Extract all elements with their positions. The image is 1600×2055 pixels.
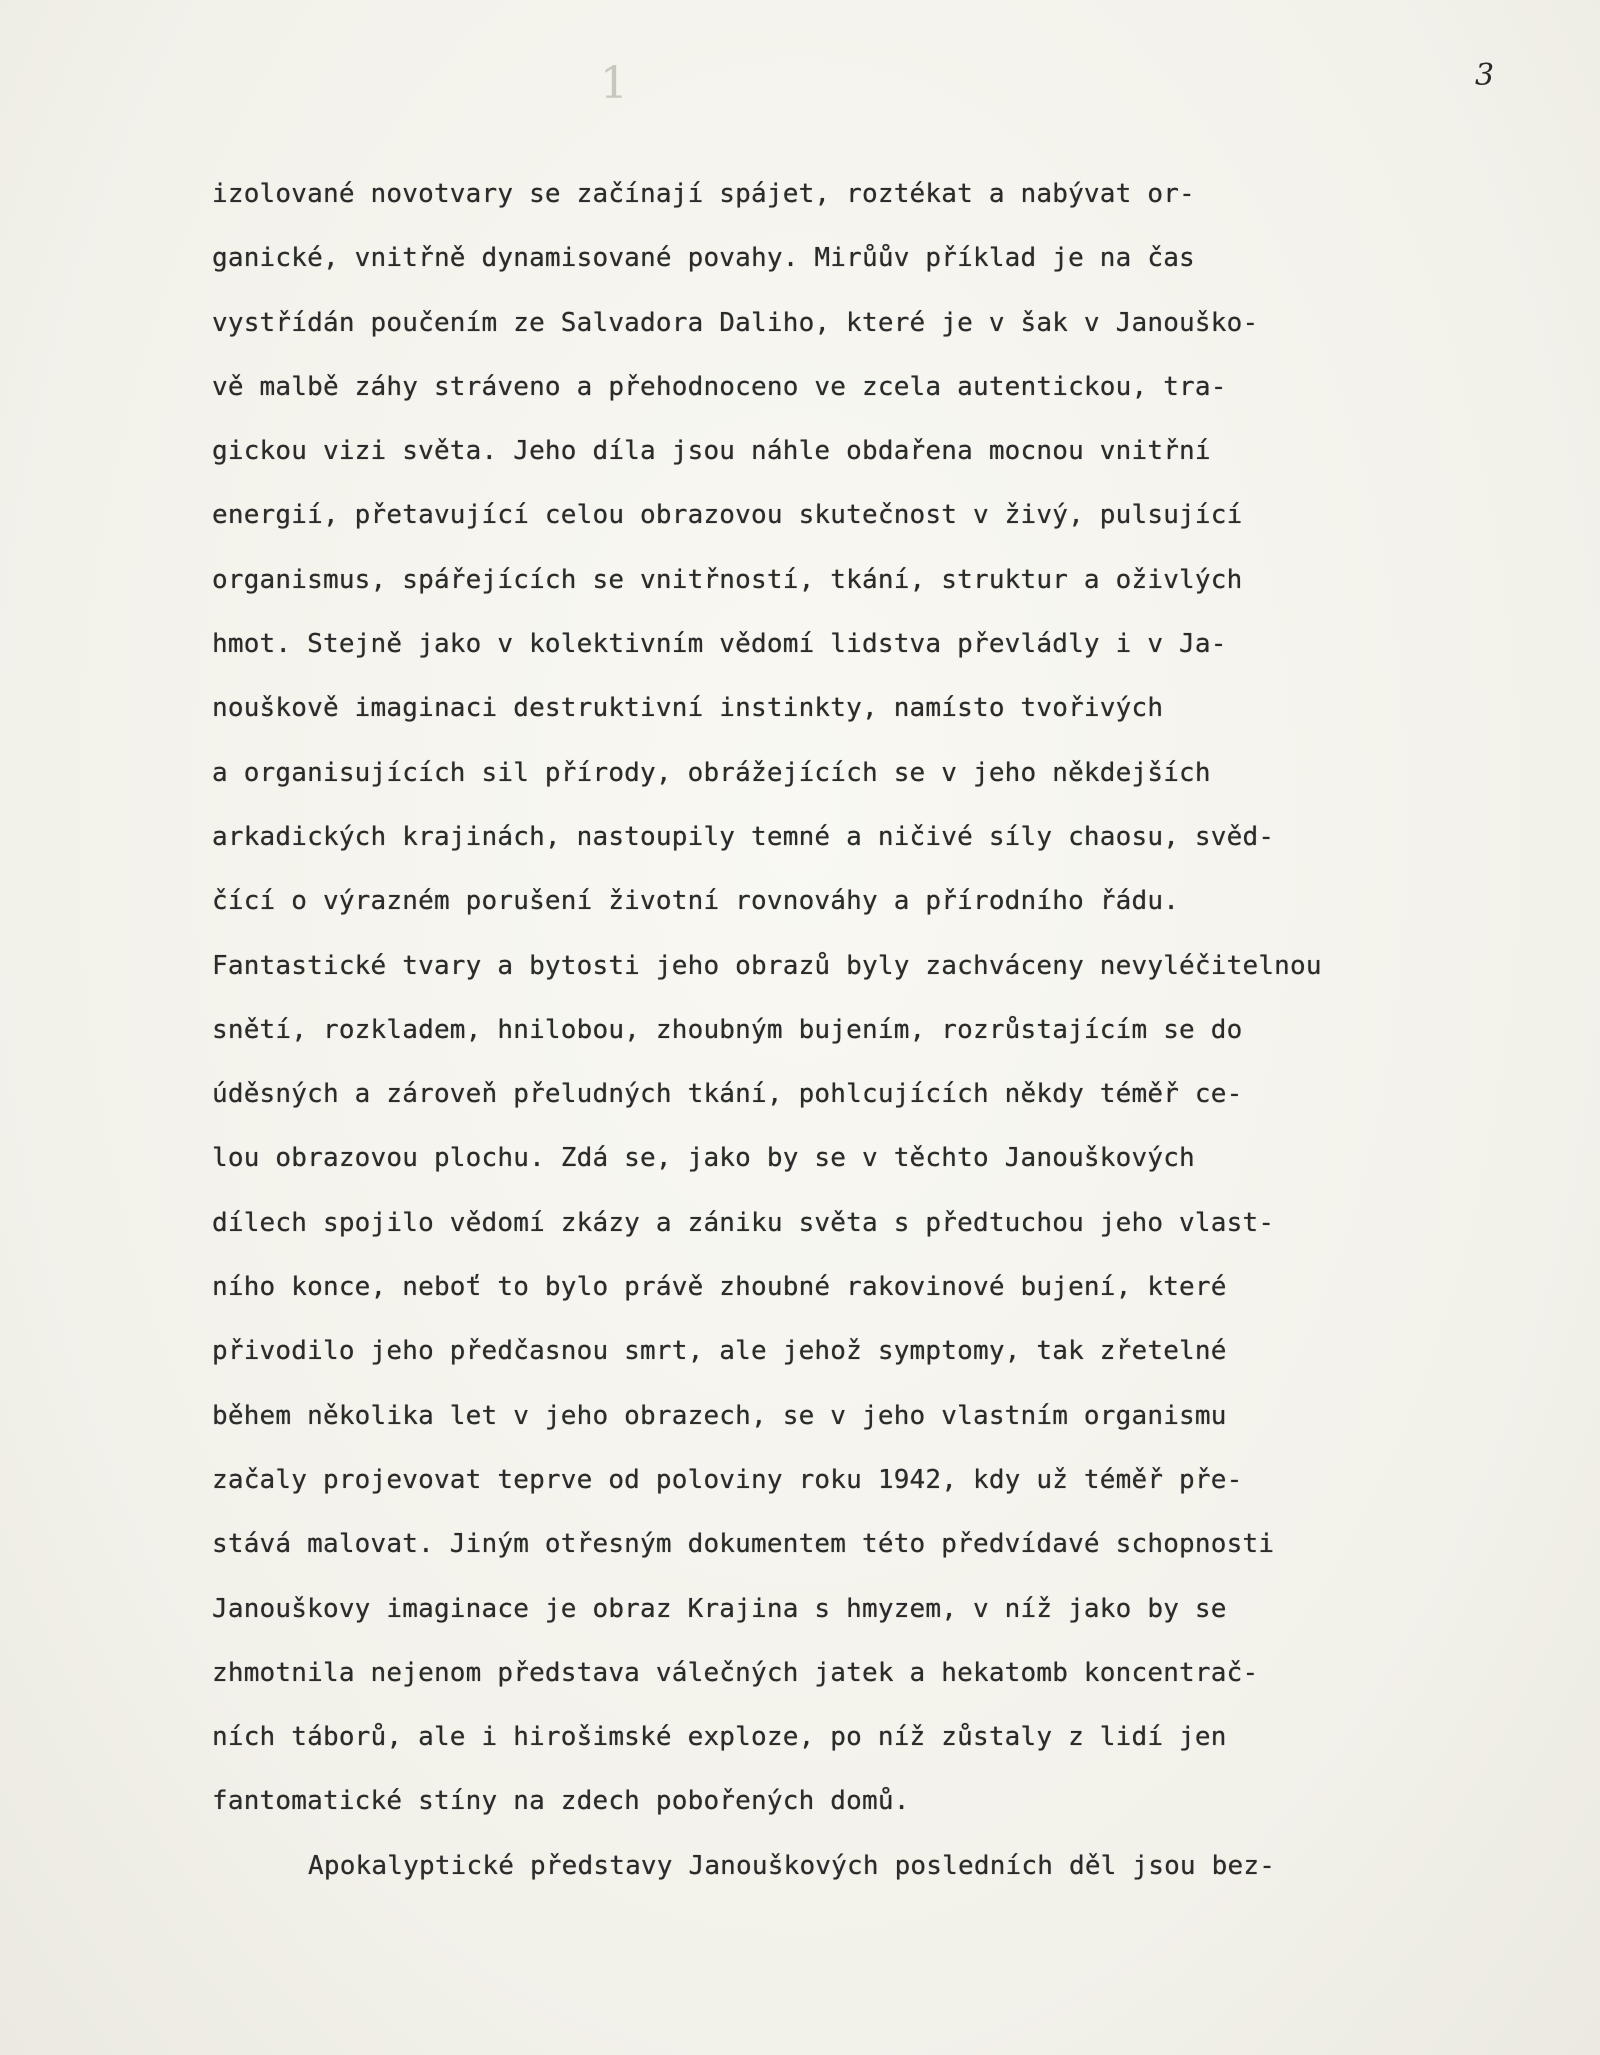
- text-line: Apokalyptické představy Janouškových posledních děl jsou bez-: [308, 1850, 1276, 1881]
- text-line: hmot. Stejně jako v kolektivním vědomí lidstva převládly i v Ja-: [212, 629, 1227, 660]
- text-line: Janouškovy imaginace je obraz Krajina s hmyzem, v níž jako by se: [212, 1593, 1227, 1624]
- text-line: nouškově imaginaci destruktivní instinkty, namísto tvořivých: [212, 693, 1164, 724]
- paragraph-1: [212, 162, 1592, 1834]
- text-line: ního konce, neboť to bylo právě zhoubné rakovinové bujení, které: [212, 1272, 1227, 1303]
- text-line: gickou vizi světa. Jeho díla jsou náhle obdařena mocnou vnitřní: [212, 436, 1211, 467]
- text-line: snětí, rozkladem, hnilobou, zhoubným bujením, rozrůstajícím se do: [212, 1014, 1243, 1045]
- text-line: organismus, spářejících se vnitřností, tkání, struktur a oživlých: [212, 564, 1243, 595]
- text-line: úděsných a zároveň přeludných tkání, pohlcujících někdy téměř ce-: [212, 1079, 1243, 1110]
- text-line: začaly projevovat teprve od poloviny roku 1942, kdy už téměř pře-: [212, 1464, 1243, 1495]
- text-line: zhmotnila nejenom představa válečných jatek a hekatomb koncentrač-: [212, 1657, 1259, 1688]
- text-line: vě malbě záhy stráveno a přehodnoceno ve zcela autentickou, tra-: [212, 371, 1227, 402]
- text-line: ganické, vnitřně dynamisované povahy. Mirůův příklad je na čas: [212, 243, 1195, 274]
- text-line: během několika let v jeho obrazech, se v jeho vlastním organismu: [212, 1400, 1227, 1431]
- text-line: izolované novotvary se začínají spájet, roztékat a nabývat or-: [212, 179, 1195, 209]
- text-line: ních táborů, ale i hirošimské exploze, po níž zůstaly z lidí jen: [212, 1722, 1227, 1753]
- pencil-mark: 1: [600, 58, 628, 109]
- paragraph-2: [212, 1834, 1592, 1898]
- body-text: [212, 162, 1592, 1898]
- text-line: vystřídán poučením ze Salvadora Daliho, které je v šak v Janouško-: [212, 307, 1259, 338]
- text-line: čící o výrazném porušení životní rovnováhy a přírodního řádu.: [212, 886, 1180, 917]
- text-line: lou obrazovou plochu. Zdá se, jako by se v těchto Janouškových: [212, 1143, 1195, 1174]
- text-line: stává malovat. Jiným otřesným dokumentem této předvídavé schopnosti: [212, 1529, 1275, 1560]
- text-line: fantomatické stíny na zdech pobořených domů.: [212, 1786, 910, 1817]
- page-number: 3: [1475, 58, 1495, 93]
- text-line: arkadických krajinách, nastoupily temné a ničivé síly chaosu, svěd-: [212, 821, 1275, 852]
- text-line: přivodilo jeho předčasnou smrt, ale jehož symptomy, tak zřetelné: [212, 1336, 1227, 1367]
- text-line: energií, přetavující celou obrazovou skutečnost v živý, pulsující: [212, 500, 1243, 531]
- text-line: Fantastické tvary a bytosti jeho obrazů byly zachváceny nevyléčitelnou: [212, 950, 1322, 981]
- text-line: a organisujících sil přírody, obrážejících se v jeho někdejších: [212, 757, 1211, 788]
- text-line: dílech spojilo vědomí zkázy a zániku světa s předtuchou jeho vlast-: [212, 1207, 1275, 1238]
